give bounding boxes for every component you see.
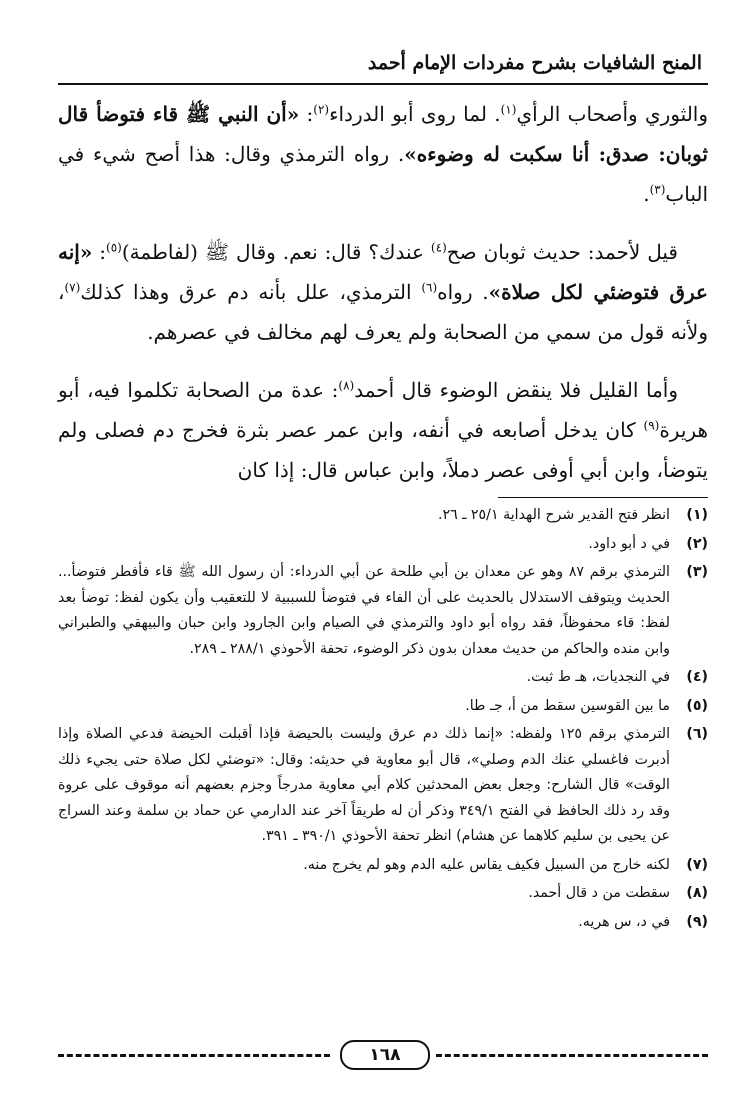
paragraph-1 xyxy=(58,94,708,214)
footnote xyxy=(58,881,708,907)
text-run: ، ولأنه قول من سمي من الصحابة ولم يعرف لهم مخالف في عصرهم. xyxy=(58,280,708,344)
text-run: عندك؟ قال: نعم. وقال ﷺ (لفاطمة) xyxy=(121,240,431,264)
footnote-number: (٦) xyxy=(686,726,708,742)
footnote xyxy=(58,503,708,529)
footnote-text: الترمذي برقم ٨٧ وهو عن معدان بن أبي طلحة عن أبي الدرداء: أن رسول الله ﷺ قاء فأفطر فتوضأ... الحديث ويتوقف الاستدلال بالحديث على أن الفاء في فتوضأ للسببية لا للتعقيب وأن يكون لفظ: توضأ بعد لفظ: قاء محفوظاً، فقد رواه أبو داود والترمذي في الصيام وابن الجارود وابن حبان والبيهقي والطبراني وابن منده والحاكم من حديث معدان بدون ذكر الوضوء، تحفة الأحوذي ٢٨٨/١ ـ ٢٨٩. xyxy=(58,564,671,657)
footnote xyxy=(58,910,708,936)
text-run: قيل لأحمد: حديث ثوبان صح xyxy=(446,240,678,264)
footnote-text: انظر فتح القدير شرح الهداية ٢٥/١ ـ ٢٦. xyxy=(437,507,670,523)
text-run: : عدة من الصحابة تكلموا فيه، أبو هريرة xyxy=(58,378,708,442)
text-run: : xyxy=(299,102,314,126)
footnote-number: (١) xyxy=(686,507,708,523)
footnote-text: سقطت من د قال أحمد. xyxy=(528,885,670,901)
page-number: ١٦٨ xyxy=(340,1040,430,1070)
footnote-ref: (١) xyxy=(500,102,517,117)
text-run: كان يدخل أصابعه في أنفه، وابن عمر عصر بثرة فخرج دم فصلى ولم يتوضأ، وابن أبي أوفى عصر دملاً، وابن عباس قال: إذا كان xyxy=(58,418,708,482)
footnote-text: في د أبو داود. xyxy=(588,535,670,552)
footnote-ref: (٢) xyxy=(313,102,330,117)
footnote-ref: (٨) xyxy=(338,378,355,393)
footnote-ref: (٣) xyxy=(649,182,666,197)
header-rule xyxy=(58,83,708,85)
footnote xyxy=(58,853,708,879)
footnote-number: (٤) xyxy=(686,669,708,685)
footer-dashed-line xyxy=(58,1054,330,1057)
text-run: : xyxy=(92,240,107,264)
footnote-ref: (٩) xyxy=(643,418,660,433)
footnote-text: في النجديات، هـ ط ثبت. xyxy=(526,669,670,685)
text-run: والثوري وأصحاب الرأي xyxy=(516,102,708,126)
footnote-number: (٧) xyxy=(686,856,708,873)
page-footer xyxy=(58,1040,708,1070)
footnote-ref: (٤) xyxy=(430,240,447,255)
footnote xyxy=(58,560,708,662)
running-header xyxy=(58,52,708,86)
footnote-text: ما بين القوسين سقط من أ، جـ طا. xyxy=(465,697,670,714)
footnote-number: (٣) xyxy=(686,564,708,580)
footnote xyxy=(58,665,708,691)
footnote-ref: (٦) xyxy=(421,280,438,295)
header-title: المنح الشافيات بشرح مفردات الإمام أحمد xyxy=(367,52,702,74)
footnote-text: الترمذي برقم ١٢٥ ولفظه: «إنما ذلك دم عرق وليست بالحيضة فإذا أقبلت الحيضة فدعي الصلاة وإذا أدبرت فاغسلي عنك الدم وصلي»، قال أبو معاوية في حديثه: وقال: «توضئي لكل صلاة حتى يجيء ذلك الوقت» قال الشارح: وجعل بعض المحدثين كلام أبي معاوية مدرجاً وجزم بعضهم أنه موقوف على عروة وقد رد ذلك الحافظ في الفتح ٣٤٩/١ وذكر أن له طريقاً آخر عند الدارمي عن حماد بن سلمة وعند السراج عن يحيى بن سليم كلاهما عن هشام) انظر تحفة الأحوذي ٣٩٠/١ ـ ٣٩١. xyxy=(58,726,671,844)
paragraph-2 xyxy=(58,232,708,352)
footnote-number: (٨) xyxy=(686,885,708,901)
footnote xyxy=(58,694,708,720)
footnote-ref: (٥) xyxy=(106,240,122,255)
text-run: وأما القليل فلا ينقض الوضوء قال أحمد xyxy=(354,378,678,402)
hadith-quote: «أن النبي ﷺ قاء فتوضأ قال ثوبان: صدق: أنا سكبت له وضوءه» xyxy=(58,102,708,166)
text-run: الترمذي، علل بأنه دم عرق وهذا كذلك xyxy=(80,280,422,304)
text-run: . رواه الترمذي وقال: هذا أصح شيء في الباب xyxy=(58,142,708,206)
footnote xyxy=(58,532,708,558)
footer-dashed-line xyxy=(436,1054,708,1057)
hadith-quote: «إنه عرق فتوضئي لكل صلاة» xyxy=(58,240,708,304)
text-run: . لما روى أبو الدرداء xyxy=(329,102,501,126)
text-run: . xyxy=(643,182,650,206)
footnote-text: لكنه خارج من السبيل فكيف يقاس عليه الدم وهو لم يخرج منه. xyxy=(303,856,670,873)
footnote-number: (٩) xyxy=(686,913,708,930)
page xyxy=(58,0,708,1107)
footnotes xyxy=(58,503,708,938)
footnote-ref: (٧) xyxy=(64,280,81,295)
paragraph-3 xyxy=(58,370,708,490)
footnote-number: (٢) xyxy=(686,535,708,552)
text-run: . رواه xyxy=(437,280,489,304)
footnote-number: (٥) xyxy=(686,697,708,714)
footnote-text: في د، س هريه. xyxy=(578,913,670,930)
footnote-rule xyxy=(498,497,708,498)
main-text xyxy=(58,94,708,508)
footnote xyxy=(58,722,708,850)
